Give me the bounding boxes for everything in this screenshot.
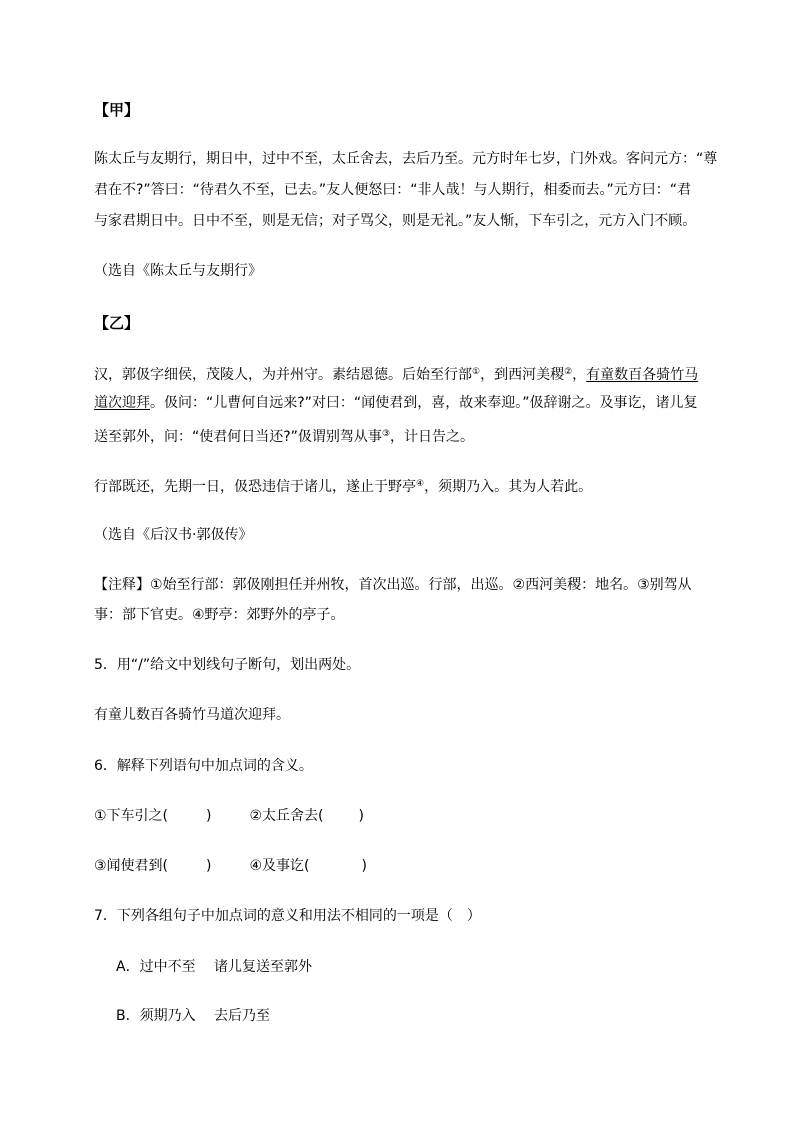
text-segment: ，须期乃入。其为人若此。 <box>424 479 593 495</box>
question-6-item-4: ④及事讫( <box>249 858 310 874</box>
question-6-item-2: ②太丘舍去( <box>249 808 324 824</box>
text-segment: 。伋问：“儿曹何自远来?”对曰：“闻使君到，喜，故来奉迎。”伋辞谢之。及事讫，诸儿复 <box>150 395 698 411</box>
question-6-prompt: 6．解释下列语句中加点词的含义。 <box>94 758 313 774</box>
footnote-marker: ② <box>564 367 573 377</box>
option-text: 过中不至 诸儿复送至郭外 <box>139 959 313 975</box>
passage-yi-source: （选自《后汉书·郭伋传》 <box>94 527 253 543</box>
passage-jia-line-1: 陈太丘与友期行，期日中，过中不至，太丘舍去，去后乃至。元方时年七岁，门外戏。客问元方：“尊 <box>94 151 718 167</box>
passage-yi-paragraph-2 <box>94 474 592 497</box>
paren-close: ) <box>358 808 364 824</box>
paren-close: ) <box>361 858 367 874</box>
text-segment: ， <box>572 367 587 383</box>
passage-yi-heading: 【乙】 <box>94 314 140 332</box>
paren-close: ) <box>206 858 212 874</box>
underlined-sentence-part-2: 道次迎拜 <box>94 395 150 411</box>
question-5-sentence: 有童儿数百各骑竹马道次迎拜。 <box>94 707 290 723</box>
footnote-marker: ③ <box>381 429 391 439</box>
question-6-row-1 <box>94 806 364 826</box>
passage-jia-line-3: 与家君期日中。日中不至，则是无信；对子骂父，则是无礼。”友人惭，下车引之，元方入门不顾。 <box>94 213 697 229</box>
underlined-sentence-part-1: 有童数百各骑竹马 <box>586 367 699 383</box>
passage-yi-line-1 <box>94 362 698 385</box>
question-6-item-1: ①下车引之( <box>94 808 169 824</box>
footnote-marker: ① <box>472 367 481 377</box>
text-segment: ，计日告之。 <box>390 429 475 445</box>
passage-jia-source: （选自《陈太丘与友期行》 <box>94 263 262 279</box>
passage-jia-line-2: 君在不?”答曰：“待君久不至，已去。”友人便怒曰：“非人哉！与人期行，相委而去。”元方曰：“君 <box>94 182 691 198</box>
question-7-prompt: 7．下列各组句子中加点词的意义和用法不相同的一项是（ ） <box>94 908 481 924</box>
question-7-option-a[interactable] <box>116 957 312 977</box>
passage-yi-line-3 <box>94 424 474 447</box>
option-label: A． <box>116 959 140 975</box>
option-label: B． <box>116 1008 140 1024</box>
question-5-prompt: 5．用“/”给文中划线句子断句，划出两处。 <box>94 657 361 673</box>
text-segment: 送至郭外，问：“使君何日当还?”伋谓别驾从事 <box>94 429 382 445</box>
text-segment: 行部既还，先期一日，伋恐违信于诸儿，遂止于野亭 <box>94 479 416 495</box>
passage-jia-heading: 【甲】 <box>94 101 140 119</box>
notes-line-1: 【注释】①始至行部：郭伋刚担任并州牧，首次出巡。行部，出巡。②西河美稷：地名。③别驾从 <box>94 577 692 593</box>
option-text: 须期乃入 去后乃至 <box>139 1008 271 1024</box>
question-6-item-3: ③闻使君到( <box>94 858 169 874</box>
question-7-option-b[interactable] <box>116 1006 270 1026</box>
paren-close: ) <box>206 808 212 824</box>
text-segment: ，到西河美稷 <box>480 367 565 383</box>
text-segment: 汉，郭伋字细侯，茂陵人，为并州守。素结恩德。后始至行部 <box>94 367 472 383</box>
notes-line-2: 事：部下官吏。④野亭：郊野外的亭子。 <box>94 607 345 623</box>
footnote-marker: ④ <box>416 479 425 489</box>
passage-yi-line-2 <box>94 393 697 413</box>
question-6-row-2 <box>94 856 367 876</box>
